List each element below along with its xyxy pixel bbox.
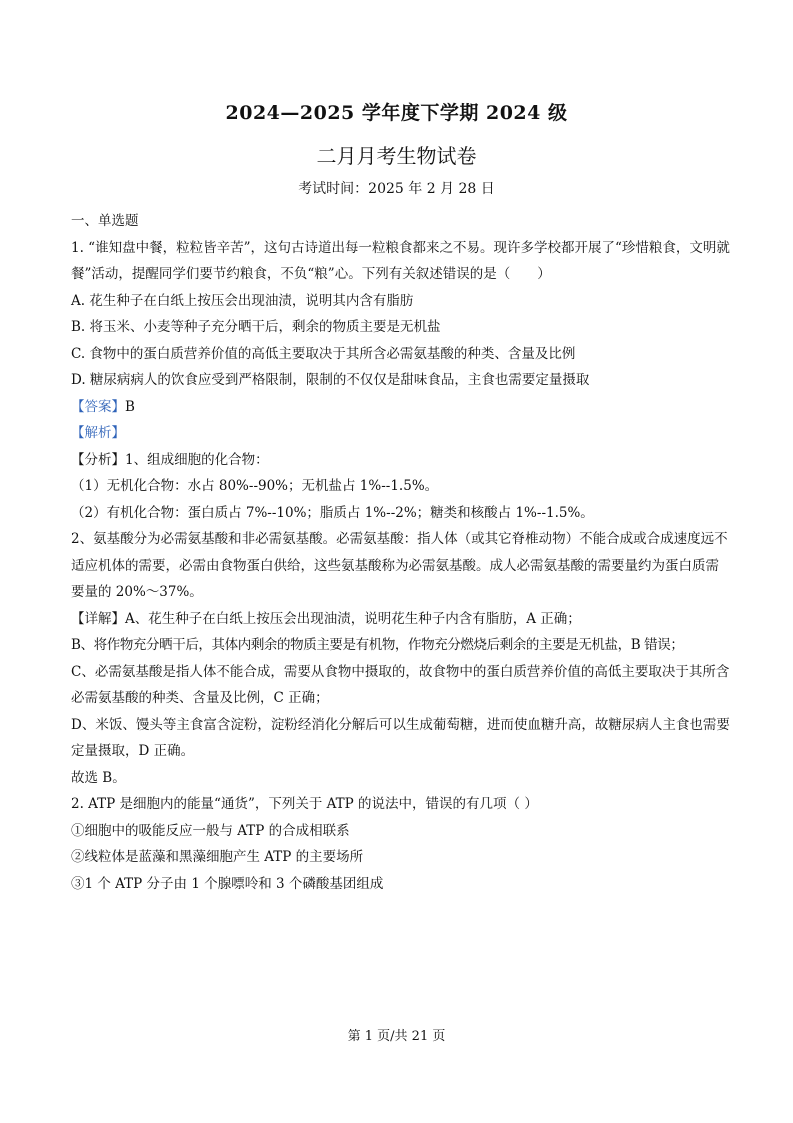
q1-option-c: C. 食物中的蛋白质营养价值的高低主要取决于其所含必需氨基酸的种类、含量及比例: [71, 345, 576, 362]
q1-option-d: D. 糖尿病病人的饮食应受到严格限制，限制的不仅仅是甜味食品，主食也需要定量摄取: [71, 372, 590, 388]
q1-stem: 1. “谁知盘中餐，粒粒皆辛苦”，这句古诗道出每一粒粮食都来之不易。现许多学校都开展了“珍惜粮食，文明就餐”活动，提醒同学们要节约粮食，不负“粮”心。下列有关叙述错误的是（ ）: [71, 239, 730, 282]
q1-fenxi-4: 2、氨基酸分为必需氨基酸和非必需氨基酸。必需氨基酸：指人体（或其它脊椎动物）不能合成或合成速度远不适应机体的需要，必需由食物蛋白供给，这些氨基酸称为必需氨基酸。成人必需氨基酸的需要量约为蛋白质需要量的 20%～37%。: [71, 531, 728, 600]
q1-fenxi-2: （1）无机化合物：水占 80%--90%；无机盐占 1%--1.5%。: [71, 478, 439, 494]
page-number: 第 1 页/共 21 页: [347, 1029, 446, 1044]
q1-option-a: A. 花生种子在白纸上按压会出现油渍，说明其内含有脂肪: [71, 292, 414, 309]
q1-conclusion: 故选 B。: [71, 769, 126, 786]
answer-label: 【答案】: [71, 398, 125, 415]
q2-item-3: ③1 个 ATP 分子由 1 个腺嘌呤和 3 个磷酸基团组成: [71, 875, 384, 892]
detail-a-text: A、花生种子在白纸上按压会出现油渍，说明花生种子内含有脂肪，A 正确；: [125, 610, 581, 627]
exam-title: 2024—2025 学年度下学期 2024 级: [225, 102, 568, 124]
exam-time: 考试时间：2025 年 2 月 28 日: [298, 181, 495, 197]
q1-fenxi-1: [71, 447, 731, 474]
q1-detail-d: D、米饭、馒头等主食富含淀粉，淀粉经消化分解后可以生成葡萄糖，进而使血糖升高，故糖尿病人主食也需要定量摄取，D 正确。: [71, 716, 730, 759]
q2-stem: 2. ATP 是细胞内的能量“通货”，下列关于 ATP 的说法中，错误的有几项（ ）: [71, 796, 538, 812]
fenxi-text-1: 1、组成细胞的化合物：: [125, 451, 269, 468]
analysis-label: 【解析】: [71, 425, 125, 441]
exam-subtitle: 二月月考生物试卷: [316, 144, 477, 168]
q1-detail-b: B、将作物充分晒干后，其体内剩余的物质主要是有机物，作物充分燃烧后剩余的主要是无机盐，B 错误；: [71, 637, 684, 653]
answer-value: B: [125, 398, 135, 415]
q1-fenxi-3: （2）有机化合物：蛋白质占 7%--10%；脂质占 1%--2%；糖类和核酸占 1%--1.5%。: [71, 504, 594, 521]
document-body: [71, 208, 731, 897]
q1-detail-a: [71, 606, 731, 633]
q2-item-1: ①细胞中的吸能反应一般与 ATP 的合成相联系: [71, 822, 350, 839]
q1-detail-c: C、必需氨基酸是指人体不能合成，需要从食物中摄取的，故食物中的蛋白质营养价值的高低主要取决于其所含必需氨基酸的种类、含量及比例，C 正确；: [71, 663, 730, 706]
q1-option-b: B. 将玉米、小麦等种子充分晒干后，剩余的物质主要是无机盐: [71, 319, 441, 335]
q1-answer: [71, 394, 731, 421]
q2-item-2: ②线粒体是蓝藻和黑藻细胞产生 ATP 的主要场所: [71, 849, 364, 865]
fenxi-label: 【分析】: [71, 451, 125, 468]
q1-analysis: [71, 420, 731, 447]
detail-label: 【详解】: [71, 610, 125, 627]
section-title: 一、单选题: [71, 213, 139, 229]
